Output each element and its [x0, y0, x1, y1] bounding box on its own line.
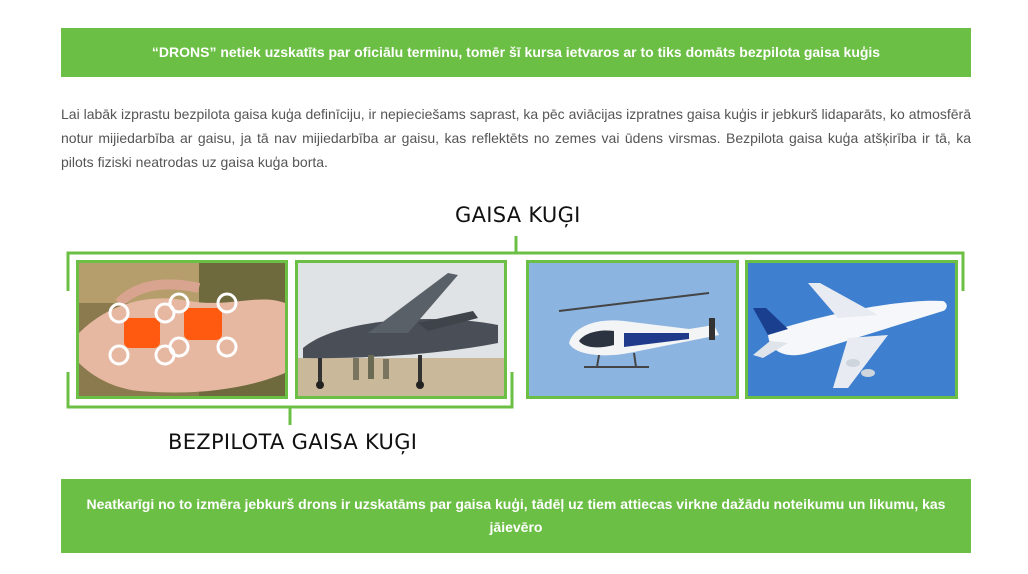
mini-quadcopters-in-hand-photo — [76, 260, 288, 399]
aircraft-label: GAISA KUĢI — [455, 203, 581, 227]
bottom-banner — [61, 479, 971, 553]
intro-paragraph: Lai labāk izprastu bezpilota gaisa kuģa definīciju, ir nepieciešams saprast, ka pēc aviācijas izpratnes gaisa kuģis ir jebkurš lidaparāts, ko atmosfērā notur mijiedarbība ar gaisu, ja tā nav mijiedarbība ar gaisu, kas reflektēts no zemes vai ūdens virsmas. Bezpilota gaisa kuģa atšķirība ir tā, ka pilots fiziski neatrodas uz gaisa kuģa borta. — [61, 106, 971, 170]
helicopter-photo — [526, 260, 739, 399]
bottom-banner-text: Neatkarīgi no to izmēra jebkurš drons ir uzskatāms par gaisa kuģi, tādēļ uz tiem attiecas virkne dažādu noteikumu un likumu, kas jāievēro — [86, 496, 946, 535]
military-uav-photo — [295, 260, 507, 399]
drone-label: BEZPILOTA GAISA KUĢI — [168, 430, 418, 454]
airliner-photo — [745, 260, 958, 399]
top-banner-text: “DRONS” netiek uzskatīts par oficiālu terminu, tomēr šī kursa ietvaros ar to tiks domāts bezpilota gaisa kuģis — [151, 44, 881, 60]
top-banner — [61, 28, 971, 77]
